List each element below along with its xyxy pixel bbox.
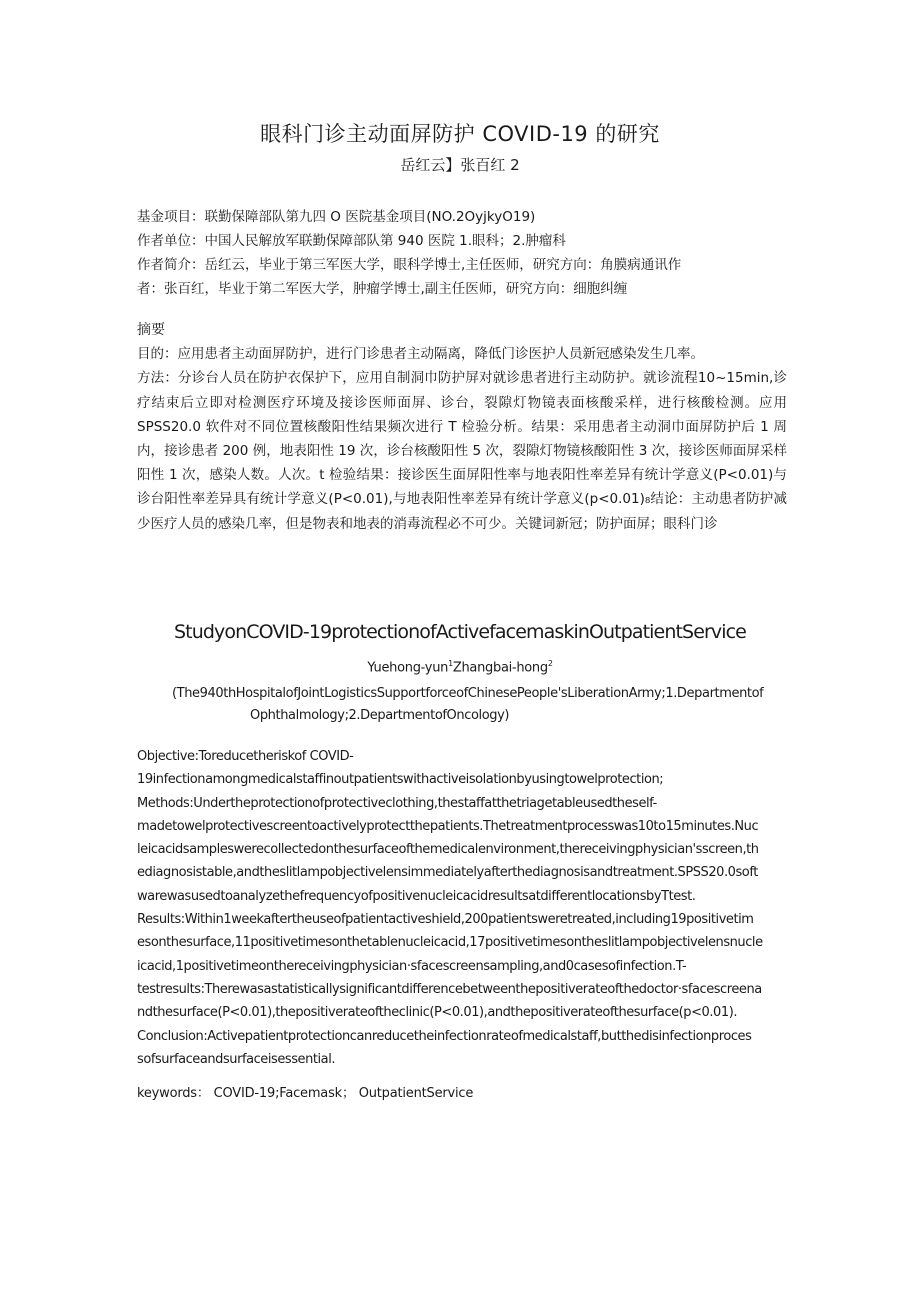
- abstract-heading: 摘要: [137, 322, 165, 338]
- abstract-line: ediagnosistable,andtheslitlampobjectivelensimmediatelyafterthediagnosisandtreatment.SPSS20.0soft: [137, 865, 758, 881]
- article-metadata: [137, 205, 787, 301]
- author-2: Zhangbai-hong: [452, 660, 548, 676]
- author-1-sup: 1: [448, 659, 453, 668]
- abstract-line: esonthesurface,11positivetimesonthetablenucleicacid,17positivetimesontheslitlampobjectivelensnucle: [137, 935, 763, 951]
- unit-line: 作者单位：中国人民解放军联勤保障部队第 940 医院 1.眼科；2.肿瘤科: [137, 233, 566, 249]
- abstract-line: warewasusedtoanalyzethefrequencyofpositivenucleicacidresultsatdifferentlocationsbyTtest.: [137, 888, 696, 904]
- chinese-abstract: [137, 318, 787, 536]
- abstract-line: Methods:Undertheprotectionofprotectiveclothing,thestaffatthetriagetableusedtheself-: [137, 795, 657, 811]
- bio-line-2: 者：张百红，毕业于第二军医大学，肿瘤学博士,副主任医师，研究方向：细胞纠缠: [137, 281, 628, 297]
- chinese-title: 眼科门诊主动面屏防护 COVID-19 的研究: [260, 122, 660, 146]
- author-1: Yuehong-yun: [367, 660, 449, 676]
- chinese-authors: 岳红云】张百红 2: [400, 156, 520, 174]
- keywords-line: keywords： COVID-19;Facemask； OutpatientService: [137, 1086, 474, 1101]
- affiliation-line-2: Ophthalmology;2.DepartmentofOncology): [250, 708, 510, 723]
- english-authors: [0, 659, 920, 675]
- abstract-objective: 目的：应用患者主动面屏防护，进行门诊患者主动隔离，降低门诊医护人员新冠感染发生几率。: [137, 346, 704, 363]
- abstract-line: 19infectionamongmedicalstaffinoutpatientswithactiveisolationbyusingtowelprotection;: [137, 772, 664, 788]
- author-2-sup: 2: [547, 659, 553, 668]
- abstract-line: ndthesurface(P<0.01),thepositiverateoftheclinic(P<0.01),andthepositiverateofthesurface(p<0.01).: [137, 1005, 738, 1021]
- affiliation-line-1: (The940thHospitalofJointLogisticsSupportforceofChinesePeople'sLiberationArmy;1.Departmentof: [172, 686, 764, 701]
- abstract-line: testresults:Therewasastatisticallysignificantdifferencebetweenthepositiverateofthedoctor·sfacescreena: [137, 981, 762, 997]
- bio-line-1: 作者简介：岳红云，毕业于第三军医大学，眼科学博士,主任医师，研究方向：角膜病通讯作: [137, 257, 682, 273]
- abstract-line: Results:Within1weekaftertheuseofpatientactiveshield,200patientsweretreated,including19positivetim: [137, 912, 754, 928]
- english-title: StudyonCOVID-19protectionofActivefacemaskinOutpatientService: [174, 621, 746, 643]
- abstract-line: Conclusion:Activepatientprotectioncanreducetheinfectionrateofmedicalstaff,butthedisinfectionproces: [137, 1028, 752, 1044]
- abstract-line: Objective:Toreducetheriskof COVID-: [137, 749, 354, 764]
- abstract-line: sofsurfaceandsurfaceisessential.: [137, 1051, 336, 1067]
- english-affiliation: [172, 683, 812, 727]
- abstract-line: icacid,1positivetimeonthereceivingphysician·sfacescreensampling,and0casesofinfection.T-: [137, 958, 687, 974]
- abstract-line: leicacidsampleswerecollectedonthesurfaceofthemedicalenvironment,thereceivingphysician'sscreen,th: [137, 842, 759, 858]
- abstract-line: madetowelprotectivescreentoactivelyprotectthepatients.Thetreatmentprocesswas10to15minutes.Nuc: [137, 818, 759, 834]
- fund-line: 基金项目：联勤保障部队第九四 O 医院基金项目(NO.2OyjkyO19): [137, 209, 536, 225]
- abstract-methods: 方法：分诊台人员在防护衣保护下，应用自制洞巾防护屏对就诊患者进行主动防护。就诊流程10~15min,诊疗结束后立即对检测医疗环境及接诊医师面屏、诊台，裂隙灯物镜表面核酸采样，进行核酸检测。应用 SPSS20.0 软件对不同位置核酸阳性结果频次进行 T 检验分析。结果：采用患者主动洞巾面屏防护后 1 周内，接诊患者 200 例，地表阳性 19 次，诊台核酸阳性 5 次，裂隙灯物镜核酸阳性 3 次，接诊医师面屏采样阳性 1 次，感染人数。人次。t 检验结果：接诊医生面屏阳性率与地表阳性率差异有统计学意义(P<0.01)与诊台阳性率差异具有统计学意义(P<0.01),与地表阳性率差异有统计学意义(p<0.01)₈结论：主动患者防护减少医疗人员的感染几率，但是物表和地表的消毒流程必不可少。关键词新冠；防护面屏；眼科门诊: [137, 370, 787, 532]
- english-abstract: [137, 745, 787, 1071]
